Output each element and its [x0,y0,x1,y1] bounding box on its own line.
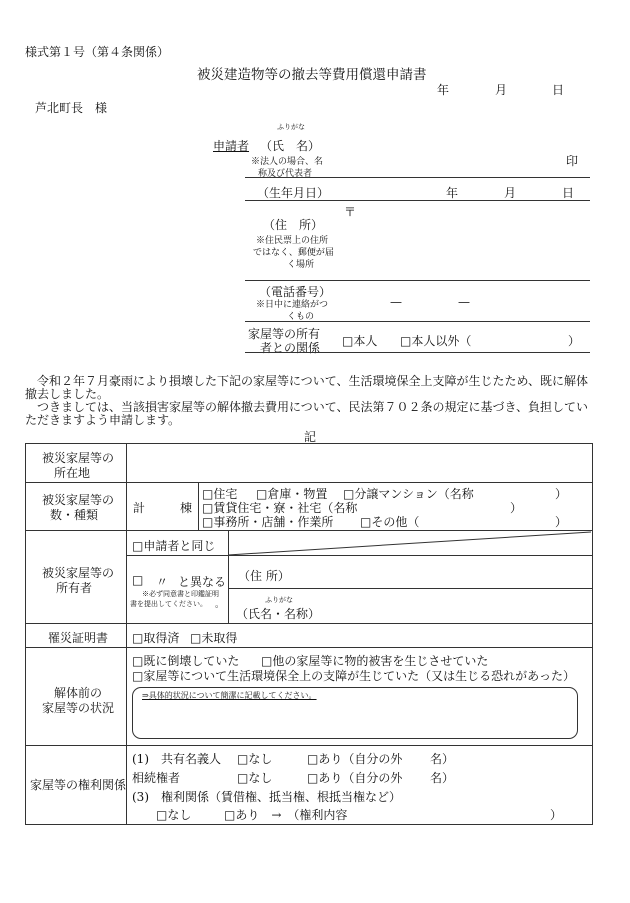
status-damage-checkbox[interactable]: □他の家屋等に物的被害を生じさせていた [261,654,489,668]
status-hazard-checkbox[interactable]: □家屋等について生活環境保全上の支障が生じていた（又は生じる恐れがあった） [132,669,575,683]
owner-address-label: （住 所） [238,569,290,583]
phone-dash-2: — [458,295,470,309]
owner-same-checkbox[interactable]: □申請者と同じ [132,539,216,553]
relation-label-1: 家屋等の所有 [248,327,321,341]
phone-note-1: ※日中に連絡がつ [256,300,329,310]
type-storage-checkbox[interactable]: □倉庫・物置 [256,487,328,501]
owner-diff-note-1: ※必ず同意書と印鑑証明 [142,590,219,598]
location-input[interactable] [130,447,588,479]
type-other-checkbox[interactable]: □その他（ [360,515,420,529]
cert-not-checkbox[interactable]: □未取得 [190,631,238,645]
type-label-1: 被災家屋等の [42,493,115,507]
owner-name-label: （氏名・名称） [236,607,321,621]
location-label-2: 所在地 [54,466,91,480]
birth-day: 日 [562,186,575,200]
status-detail-note: ⇒具体的状況について簡潔に記載してください。 [142,691,317,700]
type-other-close: ） [555,515,568,529]
phone-note-2: くもの [287,312,315,322]
name-note-1: ※法人の場合、名 [251,157,324,167]
rights-2-yes-checkbox[interactable]: □あり（自分の外 [307,771,403,785]
rights-3-label: (3) 権利関係（賃借権、抵当権、根抵当権など） [132,790,401,804]
owner-same-strike [228,531,592,556]
divider [245,321,590,322]
type-inner-divider [198,482,199,530]
cert-label: 罹災証明書 [48,631,109,645]
name-label: （氏 名） [260,139,321,153]
birth-label: （生年月日） [257,186,330,200]
rights-1-yes-checkbox[interactable]: □あり（自分の外 [307,752,403,766]
type-rental-close: ） [510,501,523,515]
cert-obtained-checkbox[interactable]: □取得済 [132,631,180,645]
status-collapsed-checkbox[interactable]: □既に倒壊していた [132,654,240,668]
owner-inner-divider [228,530,229,623]
rights-3-yes-checkbox[interactable]: □あり → （権利内容 [224,808,348,822]
ki-label: 記 [304,430,317,444]
birth-month: 月 [504,186,517,200]
owner-row-divider [126,555,592,556]
relation-other-checkbox[interactable]: □本人以外（ [400,334,472,348]
table-column-divider [126,443,127,824]
table-row-divider [25,745,592,746]
applicant-label: 申請者 [213,139,250,153]
divider [245,280,590,281]
divider [245,352,590,353]
address-note-2: ではなく、郵便が届 [253,248,334,258]
status-label-1: 解体前の [54,686,103,700]
date-day: 日 [552,83,565,97]
type-condo-close: ） [555,487,568,501]
date-month: 月 [495,83,508,97]
document-title: 被災建造物等の撤去等費用償還申請書 [197,67,427,83]
type-office-checkbox[interactable]: □事務所・店舗・作業所 [202,515,334,529]
name-furigana: ふりがな [277,123,305,131]
owner-furigana: ふりがな [265,596,293,604]
location-label-1: 被災家屋等の [42,451,115,465]
form-number: 様式第１号（第４条関係） [25,45,170,59]
seal-mark: 印 [566,154,579,168]
relation-self-checkbox[interactable]: □本人 [342,334,378,348]
postal-mark: 〒 [344,205,357,219]
rights-1-none-checkbox[interactable]: □なし [237,752,273,766]
paragraph-2: つきましては、当該損害家屋等の解体撤去費用について、民法第７０２条の規定に基づき、負担していただきますよう申請します。 [25,400,589,427]
address-note-3: く場所 [287,260,315,270]
address-note-1: ※住民票上の住所 [256,236,329,246]
divider [245,200,590,201]
name-note-2: 称及び代表者 [258,169,313,179]
date-year: 年 [437,83,450,97]
rights-2-none-checkbox[interactable]: □なし [237,771,273,785]
status-label-2: 家屋等の状況 [42,701,115,715]
rights-1-persons: 名） [430,752,455,766]
owner-diff-ditto: 〃 [156,575,169,589]
owner-diff-period: 。 [215,600,225,610]
rights-2-label: 相続権者 [132,771,181,785]
owner-diff-text: と異なる [178,575,227,589]
total-label: 計 [133,501,146,515]
recipient: 芦北町長 様 [35,101,108,115]
birth-year: 年 [446,186,459,200]
paragraph-1: 令和２年７月豪雨により損壊した下記の家屋等について、生活環境保全上支障が生じたため、既に解体撤去しました。 [25,374,589,401]
type-house-checkbox[interactable]: □住宅 [202,487,238,501]
rights-3-none-checkbox[interactable]: □なし [156,808,192,822]
rights-1-label: (1) 共有名義人 [132,752,221,766]
building-count-input[interactable] [148,496,174,516]
unit-label: 棟 [180,501,193,515]
phone-label: （電話番号） [259,285,332,299]
owner-row-divider [228,588,592,589]
address-label: （住 所） [263,218,324,232]
rights-3-close: ） [550,808,563,822]
owner-label-1: 被災家屋等の [42,566,115,580]
owner-diff-checkbox[interactable]: □ [132,573,144,587]
rights-label: 家屋等の権利関係 [30,778,127,792]
relation-close: ） [568,334,581,348]
owner-diff-note-2: 書を提出してください。 [130,600,207,608]
rights-2-persons: 名） [430,771,455,785]
type-label-2: 数・種類 [50,508,99,522]
divider [245,177,590,178]
relation-label-2: 者との関係 [260,341,321,355]
type-condo-checkbox[interactable]: □分譲マンション（名称 [343,487,474,501]
phone-dash-1: — [390,295,402,309]
table-row-divider [25,623,592,624]
table-row-divider [25,482,592,483]
owner-label-2: 所有者 [56,581,93,595]
type-rental-checkbox[interactable]: □賃貸住宅・寮・社宅（名称 [202,501,358,515]
table-row-divider [25,647,592,648]
